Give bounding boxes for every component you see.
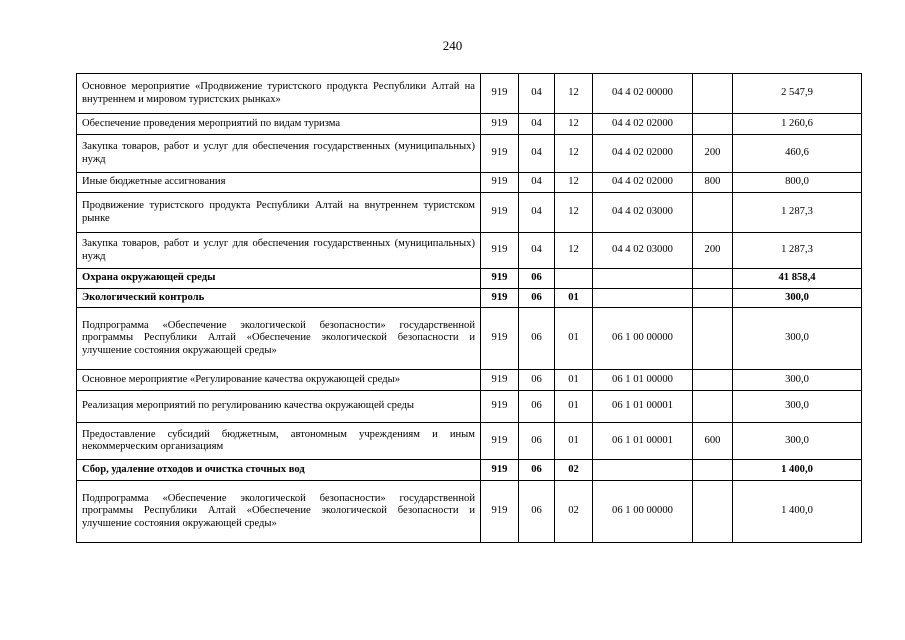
- cell-expense-type: [693, 114, 733, 135]
- cell-name: Основное мероприятие «Регулирование качества окружающей среды»: [77, 370, 481, 391]
- cell-grbs: 919: [481, 370, 519, 391]
- cell-expense-type: [693, 391, 733, 423]
- cell-grbs: 919: [481, 391, 519, 423]
- cell-section: 04: [519, 173, 555, 193]
- cell-subsection: 12: [555, 233, 593, 269]
- table-row: [77, 233, 862, 269]
- table-row: [77, 269, 862, 289]
- cell-expense-type: [693, 74, 733, 114]
- cell-subsection: 12: [555, 173, 593, 193]
- cell-target-article: 06 1 01 00001: [593, 391, 693, 423]
- cell-subsection: 02: [555, 481, 593, 543]
- table-row: [77, 391, 862, 423]
- cell-target-article: 06 1 00 00000: [593, 308, 693, 370]
- cell-grbs: 919: [481, 481, 519, 543]
- table-row: [77, 74, 862, 114]
- table-row: [77, 481, 862, 543]
- cell-name: Подпрограмма «Обеспечение экологической безопасности» государственной программы Республики Алтай «Обеспечение экологической безопасности и улучшение состояния окружающей среды»: [77, 308, 481, 370]
- cell-grbs: 919: [481, 460, 519, 481]
- table-row: [77, 423, 862, 460]
- cell-name: Подпрограмма «Обеспечение экологической безопасности» государственной программы Республики Алтай «Обеспечение экологической безопасности и улучшение состояния окружающей среды»: [77, 481, 481, 543]
- cell-target-article: [593, 460, 693, 481]
- cell-name: Иные бюджетные ассигнования: [77, 173, 481, 193]
- cell-target-article: 04 4 02 03000: [593, 193, 693, 233]
- cell-grbs: 919: [481, 173, 519, 193]
- cell-expense-type: [693, 289, 733, 308]
- cell-name: Основное мероприятие «Продвижение туристского продукта Республики Алтай на внутреннем и мировом туристских рынках»: [77, 74, 481, 114]
- cell-section: 04: [519, 135, 555, 173]
- cell-amount: 1 400,0: [733, 460, 862, 481]
- cell-subsection: 01: [555, 391, 593, 423]
- cell-target-article: 06 1 00 00000: [593, 481, 693, 543]
- cell-grbs: 919: [481, 423, 519, 460]
- cell-target-article: 04 4 02 02000: [593, 173, 693, 193]
- cell-amount: 41 858,4: [733, 269, 862, 289]
- cell-section: 06: [519, 269, 555, 289]
- cell-expense-type: [693, 370, 733, 391]
- cell-section: 04: [519, 233, 555, 269]
- table-row: [77, 114, 862, 135]
- cell-expense-type: 800: [693, 173, 733, 193]
- cell-name: Охрана окружающей среды: [77, 269, 481, 289]
- cell-amount: 300,0: [733, 391, 862, 423]
- table-row: [77, 193, 862, 233]
- cell-target-article: [593, 269, 693, 289]
- cell-section: 06: [519, 481, 555, 543]
- budget-table: [76, 73, 862, 543]
- cell-subsection: 02: [555, 460, 593, 481]
- cell-name: Предоставление субсидий бюджетным, автономным учреждениям и иным некоммерческим организациям: [77, 423, 481, 460]
- table-row: [77, 289, 862, 308]
- cell-subsection: 01: [555, 308, 593, 370]
- cell-target-article: 06 1 01 00001: [593, 423, 693, 460]
- cell-subsection: [555, 269, 593, 289]
- page-number: 240: [442, 38, 463, 53]
- cell-name: Закупка товаров, работ и услуг для обеспечения государственных (муниципальных) нужд: [77, 135, 481, 173]
- cell-name: Реализация мероприятий по регулированию качества окружающей среды: [77, 391, 481, 423]
- cell-target-article: 04 4 02 02000: [593, 114, 693, 135]
- cell-section: 06: [519, 423, 555, 460]
- cell-amount: 300,0: [733, 289, 862, 308]
- cell-subsection: 01: [555, 289, 593, 308]
- cell-amount: 1 260,6: [733, 114, 862, 135]
- cell-amount: 1 400,0: [733, 481, 862, 543]
- cell-section: 04: [519, 114, 555, 135]
- cell-amount: 300,0: [733, 370, 862, 391]
- cell-grbs: 919: [481, 233, 519, 269]
- cell-grbs: 919: [481, 74, 519, 114]
- cell-section: 06: [519, 370, 555, 391]
- table-row: [77, 370, 862, 391]
- cell-subsection: 01: [555, 423, 593, 460]
- cell-section: 06: [519, 308, 555, 370]
- cell-amount: 300,0: [733, 308, 862, 370]
- cell-expense-type: [693, 193, 733, 233]
- cell-grbs: 919: [481, 269, 519, 289]
- cell-subsection: 12: [555, 193, 593, 233]
- cell-subsection: 01: [555, 370, 593, 391]
- cell-expense-type: 600: [693, 423, 733, 460]
- cell-subsection: 12: [555, 114, 593, 135]
- cell-expense-type: [693, 481, 733, 543]
- cell-target-article: 04 4 02 00000: [593, 74, 693, 114]
- cell-amount: 800,0: [733, 173, 862, 193]
- table-body: [77, 74, 862, 543]
- table-row: [77, 135, 862, 173]
- cell-section: 04: [519, 193, 555, 233]
- table-row: [77, 308, 862, 370]
- cell-grbs: 919: [481, 114, 519, 135]
- cell-grbs: 919: [481, 289, 519, 308]
- cell-subsection: 12: [555, 74, 593, 114]
- cell-name: Сбор, удаление отходов и очистка сточных вод: [77, 460, 481, 481]
- table-row: [77, 173, 862, 193]
- cell-expense-type: [693, 460, 733, 481]
- cell-expense-type: [693, 308, 733, 370]
- cell-expense-type: 200: [693, 135, 733, 173]
- cell-subsection: 12: [555, 135, 593, 173]
- cell-amount: 1 287,3: [733, 233, 862, 269]
- cell-target-article: 06 1 01 00000: [593, 370, 693, 391]
- table-row: [77, 460, 862, 481]
- cell-section: 06: [519, 460, 555, 481]
- cell-amount: 2 547,9: [733, 74, 862, 114]
- cell-grbs: 919: [481, 193, 519, 233]
- cell-grbs: 919: [481, 135, 519, 173]
- cell-amount: 300,0: [733, 423, 862, 460]
- cell-amount: 1 287,3: [733, 193, 862, 233]
- cell-expense-type: 200: [693, 233, 733, 269]
- cell-name: Продвижение туристского продукта Республики Алтай на внутреннем туристском рынке: [77, 193, 481, 233]
- cell-section: 06: [519, 289, 555, 308]
- cell-section: 04: [519, 74, 555, 114]
- cell-target-article: 04 4 02 03000: [593, 233, 693, 269]
- cell-name: Закупка товаров, работ и услуг для обеспечения государственных (муниципальных) нужд: [77, 233, 481, 269]
- cell-target-article: 04 4 02 02000: [593, 135, 693, 173]
- cell-name: Обеспечение проведения мероприятий по видам туризма: [77, 114, 481, 135]
- cell-target-article: [593, 289, 693, 308]
- cell-section: 06: [519, 391, 555, 423]
- cell-name: Экологический контроль: [77, 289, 481, 308]
- cell-amount: 460,6: [733, 135, 862, 173]
- cell-expense-type: [693, 269, 733, 289]
- cell-grbs: 919: [481, 308, 519, 370]
